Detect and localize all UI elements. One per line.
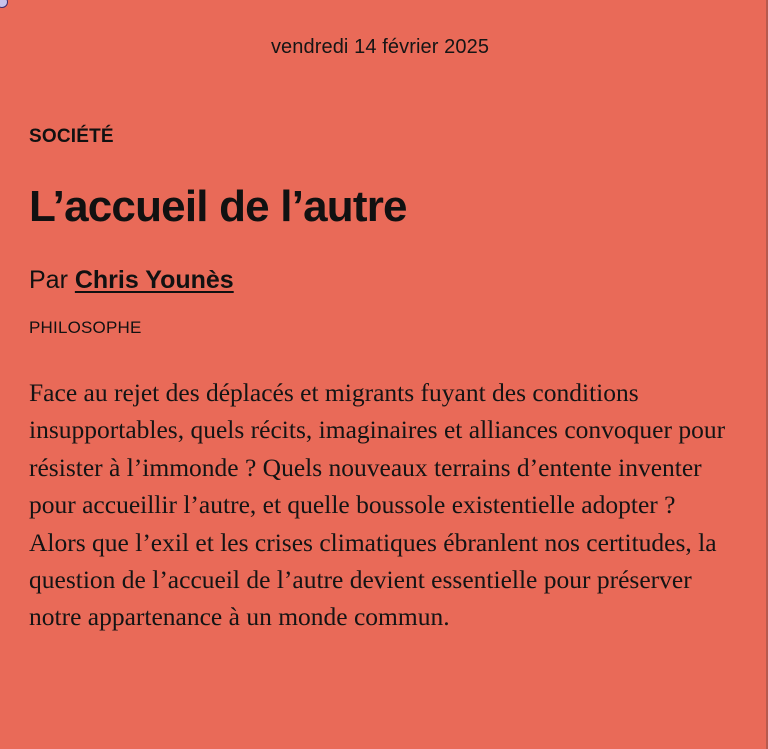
author-link[interactable]: Chris Younès — [74, 266, 234, 294]
window-corner-indicator — [0, 0, 8, 8]
author-role: PHILOSOPHE — [29, 318, 142, 337]
byline-prefix: Par — [29, 266, 68, 294]
byline — [29, 266, 234, 295]
category-link[interactable]: SOCIÉTÉ — [29, 126, 114, 147]
publication-date: vendredi 14 février 2025 — [270, 36, 490, 58]
article-title: L’accueil de l’autre — [29, 182, 407, 231]
article-lead: Face au rejet des déplacés et migrants fuyant des conditions insupportables, quels récits, imaginaires et alliances convoquer pour résister à l’immonde ? Quels nouveaux terrains d’entente inventer pour accueillir l’autre, et quelle boussole existentielle adopter ? Alors que l’exil et les crises climatiques ébranlent nos certitudes, la question de l’accueil de l’autre devient essentielle pour préserver notre appartenance à un monde commun. — [29, 378, 726, 632]
